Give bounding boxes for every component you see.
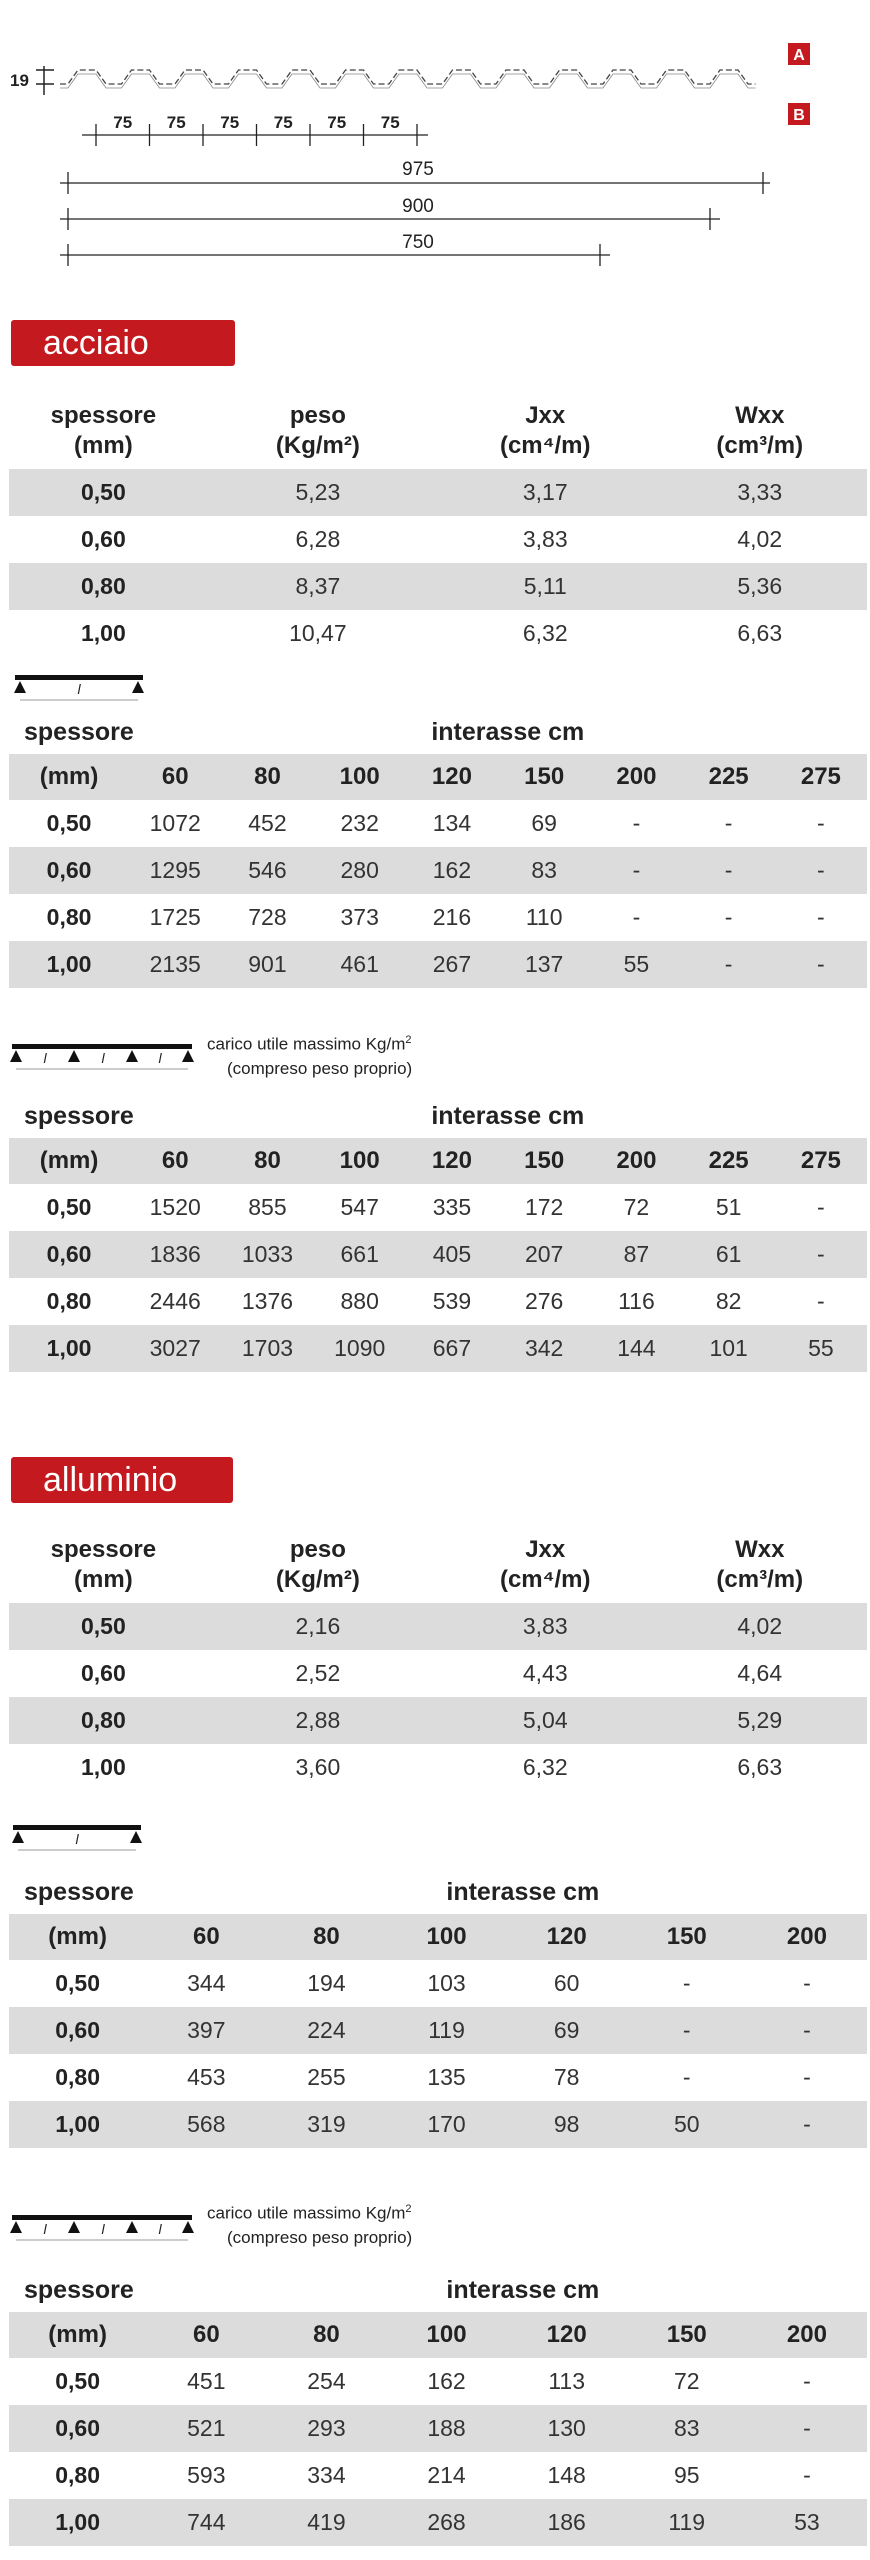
table-cell: 4,02 <box>737 526 783 552</box>
column-header: peso (Kg/m²) <box>275 402 360 459</box>
table-cell: 1,00 <box>80 1754 126 1780</box>
column-header: (mm) <box>9 2312 146 2358</box>
column-header: 225 <box>683 1138 775 1184</box>
table-row <box>9 563 867 610</box>
table-cell: 188 <box>386 2405 506 2452</box>
table-cell: 170 <box>386 2101 506 2148</box>
table-cell: 293 <box>266 2405 386 2452</box>
table-header-row <box>9 393 867 469</box>
thickness-label: spessore <box>24 1877 134 1906</box>
table-row <box>9 1744 867 1791</box>
column-header: (mm) <box>9 754 129 800</box>
table-cell: 98 <box>507 2101 627 2148</box>
thickness-label: spessore <box>24 1101 134 1130</box>
column-header: 150 <box>498 754 590 800</box>
table-cell: - <box>775 941 867 988</box>
table-cell: 1295 <box>129 847 221 894</box>
table-cell: 87 <box>590 1231 682 1278</box>
table-cell: 1033 <box>221 1231 313 1278</box>
span-spacing-label: interasse cm <box>446 2275 600 2304</box>
table-cell: 344 <box>187 1970 226 1996</box>
table-cell: 4,02 <box>652 1603 867 1650</box>
table-cell: 50 <box>627 2101 747 2148</box>
table-cell: 0,50 <box>55 1970 101 1996</box>
single-span-beam-icon <box>10 672 150 714</box>
column-header: spessore (mm) <box>50 402 157 459</box>
table-row <box>9 847 867 894</box>
table-cell: 3,17 <box>438 469 653 516</box>
table-cell: 134 <box>432 810 472 836</box>
svg-text:l: l <box>43 1050 47 1066</box>
table-cell: 5,23 <box>198 469 438 516</box>
svg-text:l: l <box>75 1831 79 1847</box>
multi-span-table-acciaio <box>9 1094 867 1372</box>
svg-text:l: l <box>101 2221 105 2237</box>
table-cell: 0,80 <box>46 904 92 930</box>
table-row <box>9 2054 867 2101</box>
table-cell: 6,63 <box>737 1754 783 1780</box>
table-cell: 5,04 <box>438 1697 653 1744</box>
thickness-label: spessore <box>24 2275 134 2304</box>
table-cell: 72 <box>673 2368 700 2394</box>
table-cell: 397 <box>146 2007 266 2054</box>
table-cell: 69 <box>531 810 557 836</box>
column-header: 275 <box>775 754 867 800</box>
table-cell: 319 <box>266 2101 386 2148</box>
column-header: (mm) <box>9 1914 146 1960</box>
table-cell: 6,28 <box>295 526 341 552</box>
table-cell: 137 <box>498 941 590 988</box>
single-span-table-alluminio <box>9 1870 867 2148</box>
table-cell: 452 <box>248 810 287 836</box>
table-cell: - <box>590 847 682 894</box>
table-row <box>9 610 867 657</box>
table-label-row <box>9 1870 867 1914</box>
column-header: 200 <box>590 754 682 800</box>
table-cell: 0,80 <box>9 1697 198 1744</box>
table-cell: 5,11 <box>438 563 653 610</box>
table-cell: 0,50 <box>46 1194 92 1220</box>
column-header: Wxx (cm³/m) <box>716 402 804 459</box>
table-cell: 8,37 <box>198 563 438 610</box>
column-header: (mm) <box>9 1138 129 1184</box>
table-cell: 116 <box>618 1288 655 1314</box>
table-cell: - <box>803 2462 811 2488</box>
table-cell: 521 <box>146 2405 266 2452</box>
column-header: 150 <box>498 1138 590 1184</box>
table-row <box>9 516 867 563</box>
table-cell: 55 <box>590 941 682 988</box>
table-cell: 216 <box>432 904 472 930</box>
table-cell: 72 <box>623 1194 650 1220</box>
table-cell: 568 <box>146 2101 266 2148</box>
table-cell: 60 <box>553 1970 580 1996</box>
table-cell: - <box>803 1970 811 1996</box>
table-cell: 5,36 <box>652 563 867 610</box>
table-row <box>9 1697 867 1744</box>
width-dimension-975 <box>60 159 770 194</box>
column-header: 275 <box>775 1138 867 1184</box>
badge-a: A <box>793 47 805 64</box>
table-cell: 214 <box>427 2462 466 2488</box>
column-header: 80 <box>221 754 313 800</box>
table-cell: 69 <box>507 2007 627 2054</box>
column-header: 60 <box>129 1138 221 1184</box>
table-cell: 232 <box>340 810 379 836</box>
table-cell: 1,00 <box>9 2101 146 2148</box>
column-header: 120 <box>406 754 498 800</box>
table-row <box>9 941 867 988</box>
table-cell: 373 <box>340 904 379 930</box>
table-cell: 0,50 <box>55 2368 101 2394</box>
table-cell: 4,64 <box>737 1660 783 1686</box>
column-header: Wxx (cm³/m) <box>716 1536 804 1593</box>
table-cell: 162 <box>427 2368 466 2394</box>
table-cell: - <box>682 1970 691 1996</box>
table-cell: 453 <box>187 2064 226 2090</box>
width-dimension-750 <box>60 232 610 266</box>
table-cell: 83 <box>627 2405 747 2452</box>
table-header-row <box>9 754 867 800</box>
table-row <box>9 2101 867 2148</box>
properties-table-acciaio <box>9 393 867 657</box>
properties-table-alluminio <box>9 1527 867 1791</box>
table-header-row <box>9 1527 867 1603</box>
table-cell: 0,80 <box>9 563 198 610</box>
table-cell: - <box>817 810 825 836</box>
table-cell: 6,32 <box>522 620 568 646</box>
column-header: 60 <box>129 754 221 800</box>
table-cell: 1376 <box>241 1288 294 1314</box>
svg-text:l: l <box>43 2221 47 2237</box>
svg-text:l: l <box>101 1050 105 1066</box>
table-cell: 0,80 <box>46 1288 92 1314</box>
table-cell: - <box>724 810 733 836</box>
column-header: 80 <box>266 2312 386 2358</box>
table-cell: 1836 <box>129 1231 221 1278</box>
table-label-row <box>9 710 867 754</box>
column-header: spessore (mm) <box>50 1536 157 1593</box>
table-cell: 186 <box>507 2499 627 2546</box>
table-cell: 61 <box>683 1231 775 1278</box>
table-cell: 901 <box>221 941 313 988</box>
column-header: Jxx (cm⁴/m) <box>499 402 591 459</box>
table-cell: 1,00 <box>80 620 126 646</box>
table-cell: 667 <box>406 1325 498 1372</box>
table-cell: - <box>632 904 641 930</box>
column-header: 150 <box>627 2312 747 2358</box>
table-row <box>9 2007 867 2054</box>
svg-text:750: 750 <box>402 232 434 253</box>
table-cell: 95 <box>673 2462 700 2488</box>
table-cell: 162 <box>406 847 498 894</box>
table-cell: 0,60 <box>80 526 126 552</box>
column-header: 120 <box>406 1138 498 1184</box>
table-cell: - <box>747 2405 867 2452</box>
profile-outline-a <box>60 70 756 84</box>
table-cell: - <box>683 941 775 988</box>
multi-span-beam-icon <box>8 1041 198 1083</box>
table-cell: 855 <box>248 1194 287 1220</box>
table-label-row <box>9 2268 867 2312</box>
table-cell: - <box>683 847 775 894</box>
table-cell: 334 <box>307 2462 346 2488</box>
table-row <box>9 1231 867 1278</box>
table-row <box>9 1603 867 1650</box>
table-cell: 0,60 <box>9 2007 146 2054</box>
thickness-label: spessore <box>24 717 134 746</box>
table-cell: 728 <box>248 904 287 930</box>
table-cell: 3,60 <box>295 1754 341 1780</box>
table-cell: - <box>747 2101 867 2148</box>
section-title-alluminio: alluminio <box>11 1457 233 1503</box>
table-cell: - <box>803 2064 811 2090</box>
table-cell: 1,00 <box>9 941 129 988</box>
column-header: 100 <box>314 1138 406 1184</box>
table-cell: - <box>632 810 641 836</box>
multi-span-beam-icon <box>8 2212 198 2254</box>
table-cell: - <box>627 2007 747 2054</box>
table-cell: 451 <box>187 2368 226 2394</box>
table-cell: 3,83 <box>438 1603 653 1650</box>
table-cell: 0,50 <box>9 469 198 516</box>
table-cell: 53 <box>747 2499 867 2546</box>
table-cell: 268 <box>386 2499 506 2546</box>
table-cell: 119 <box>627 2499 747 2546</box>
span-spacing-label: interasse cm <box>431 1101 585 1130</box>
table-cell: 101 <box>683 1325 775 1372</box>
table-cell: 3,83 <box>522 526 568 552</box>
pitch-label: 75 <box>327 113 347 132</box>
load-caption: carico utile massimo $Kg/m^2$ (compreso peso proprio) <box>207 1034 413 1078</box>
table-cell: 6,32 <box>522 1754 568 1780</box>
table-cell: 148 <box>547 2462 586 2488</box>
column-header: 150 <box>627 1914 747 1960</box>
column-header: 200 <box>590 1138 682 1184</box>
table-cell: - <box>724 904 733 930</box>
table-cell: - <box>775 1231 867 1278</box>
table-cell: 144 <box>590 1325 682 1372</box>
column-header: peso (Kg/m²) <box>275 1536 360 1593</box>
table-row <box>9 2499 867 2546</box>
table-cell: 78 <box>553 2064 580 2090</box>
table-cell: 461 <box>314 941 406 988</box>
pitch-dimension <box>96 113 417 146</box>
table-cell: - <box>817 1288 825 1314</box>
svg-text:l: l <box>158 2221 162 2237</box>
table-row <box>9 1184 867 1231</box>
table-cell: 1,00 <box>9 1325 129 1372</box>
svg-text:l: l <box>77 681 81 697</box>
multi-span-table-alluminio <box>9 2268 867 2546</box>
table-cell: 172 <box>524 1194 564 1220</box>
table-header-row <box>9 2312 867 2358</box>
table-row <box>9 2452 867 2499</box>
table-cell: 2,88 <box>198 1697 438 1744</box>
pitch-label: 75 <box>166 113 186 132</box>
table-cell: 3027 <box>129 1325 221 1372</box>
table-cell: 0,60 <box>9 847 129 894</box>
table-row <box>9 1278 867 1325</box>
table-cell: 130 <box>507 2405 627 2452</box>
column-header: 225 <box>683 754 775 800</box>
table-cell: 546 <box>221 847 313 894</box>
pitch-label: 75 <box>273 113 293 132</box>
column-header: 100 <box>386 1914 506 1960</box>
table-cell: 0,80 <box>55 2462 101 2488</box>
pitch-label: 75 <box>113 113 133 132</box>
table-cell: 254 <box>307 2368 346 2394</box>
table-cell: 0,60 <box>9 2405 146 2452</box>
profile-outline-b <box>60 74 756 88</box>
table-row <box>9 800 867 847</box>
single-span-table-acciaio <box>9 710 867 988</box>
table-row <box>9 1960 867 2007</box>
table-row <box>9 2405 867 2452</box>
table-cell: 119 <box>386 2007 506 2054</box>
table-cell: 103 <box>427 1970 466 1996</box>
table-cell: 880 <box>340 1288 379 1314</box>
table-row <box>9 1325 867 1372</box>
table-cell: 113 <box>548 2368 585 2394</box>
load-caption: carico utile massimo $Kg/m^2$ (compreso peso proprio) <box>207 2203 413 2247</box>
table-cell: 539 <box>432 1288 472 1314</box>
table-cell: 419 <box>266 2499 386 2546</box>
table-cell: 82 <box>715 1288 742 1314</box>
table-cell: 224 <box>266 2007 386 2054</box>
table-cell: - <box>682 2064 691 2090</box>
table-cell: 1703 <box>221 1325 313 1372</box>
profile-height-label: 19 <box>10 71 29 90</box>
table-cell: - <box>817 904 825 930</box>
table-row <box>9 1650 867 1697</box>
table-cell: - <box>803 2368 811 2394</box>
table-cell: 110 <box>525 904 563 930</box>
column-header: 80 <box>221 1138 313 1184</box>
table-cell: 1,00 <box>9 2499 146 2546</box>
table-cell: - <box>747 2007 867 2054</box>
table-cell: 2,16 <box>198 1603 438 1650</box>
table-cell: 335 <box>432 1194 472 1220</box>
table-cell: 135 <box>427 2064 466 2090</box>
table-row <box>9 469 867 516</box>
table-cell: 255 <box>307 2064 346 2090</box>
span-spacing-label: interasse cm <box>431 717 585 746</box>
table-cell: - <box>775 847 867 894</box>
table-cell: 3,33 <box>652 469 867 516</box>
column-header: 100 <box>314 754 406 800</box>
pitch-label: 75 <box>380 113 400 132</box>
table-cell: 1725 <box>149 904 201 930</box>
table-row <box>9 2358 867 2405</box>
table-cell: 5,29 <box>652 1697 867 1744</box>
table-cell: 0,60 <box>9 1231 129 1278</box>
table-cell: 10,47 <box>289 620 347 646</box>
table-cell: 55 <box>775 1325 867 1372</box>
column-header: 60 <box>146 1914 266 1960</box>
column-header: 200 <box>747 2312 867 2358</box>
span-spacing-label: interasse cm <box>446 1877 600 1906</box>
table-header-row <box>9 1138 867 1184</box>
table-cell: 1520 <box>149 1194 201 1220</box>
table-cell: 744 <box>146 2499 266 2546</box>
table-cell: 0,80 <box>55 2064 101 2090</box>
table-cell: 0,60 <box>80 1660 126 1686</box>
table-label-row <box>9 1094 867 1138</box>
table-cell: - <box>817 1194 825 1220</box>
column-header: 120 <box>507 2312 627 2358</box>
column-header: 80 <box>266 1914 386 1960</box>
table-cell: 1072 <box>149 810 201 836</box>
column-header: Jxx (cm⁴/m) <box>499 1536 591 1593</box>
table-cell: 547 <box>340 1194 379 1220</box>
table-cell: 0,50 <box>9 1603 198 1650</box>
table-cell: 267 <box>406 941 498 988</box>
svg-text:900: 900 <box>402 196 434 217</box>
table-cell: 276 <box>524 1288 564 1314</box>
table-cell: 280 <box>314 847 406 894</box>
section-title-acciaio: acciaio <box>11 320 235 366</box>
table-cell: 2135 <box>129 941 221 988</box>
pitch-label: 75 <box>220 113 240 132</box>
table-header-row <box>9 1914 867 1960</box>
table-cell: 342 <box>498 1325 590 1372</box>
table-cell: 0,50 <box>46 810 92 836</box>
table-cell: 661 <box>314 1231 406 1278</box>
table-cell: 51 <box>715 1194 742 1220</box>
table-cell: 194 <box>307 1970 346 1996</box>
table-cell: 4,43 <box>522 1660 568 1686</box>
single-span-beam-icon <box>8 1822 148 1864</box>
table-cell: 83 <box>498 847 590 894</box>
width-dimension-900 <box>60 196 720 230</box>
table-cell: 6,63 <box>737 620 783 646</box>
table-cell: 405 <box>406 1231 498 1278</box>
table-cell: 593 <box>187 2462 226 2488</box>
table-cell: 2446 <box>149 1288 201 1314</box>
table-cell: 2,52 <box>295 1660 341 1686</box>
column-header: 100 <box>386 2312 506 2358</box>
svg-text:975: 975 <box>402 159 434 180</box>
column-header: 200 <box>747 1914 867 1960</box>
column-header: 60 <box>146 2312 266 2358</box>
table-cell: 207 <box>498 1231 590 1278</box>
table-cell: 1090 <box>314 1325 406 1372</box>
svg-text:l: l <box>158 1050 162 1066</box>
badge-b: B <box>793 107 805 124</box>
column-header: 120 <box>507 1914 627 1960</box>
profile-drawing <box>0 0 870 280</box>
table-row <box>9 894 867 941</box>
